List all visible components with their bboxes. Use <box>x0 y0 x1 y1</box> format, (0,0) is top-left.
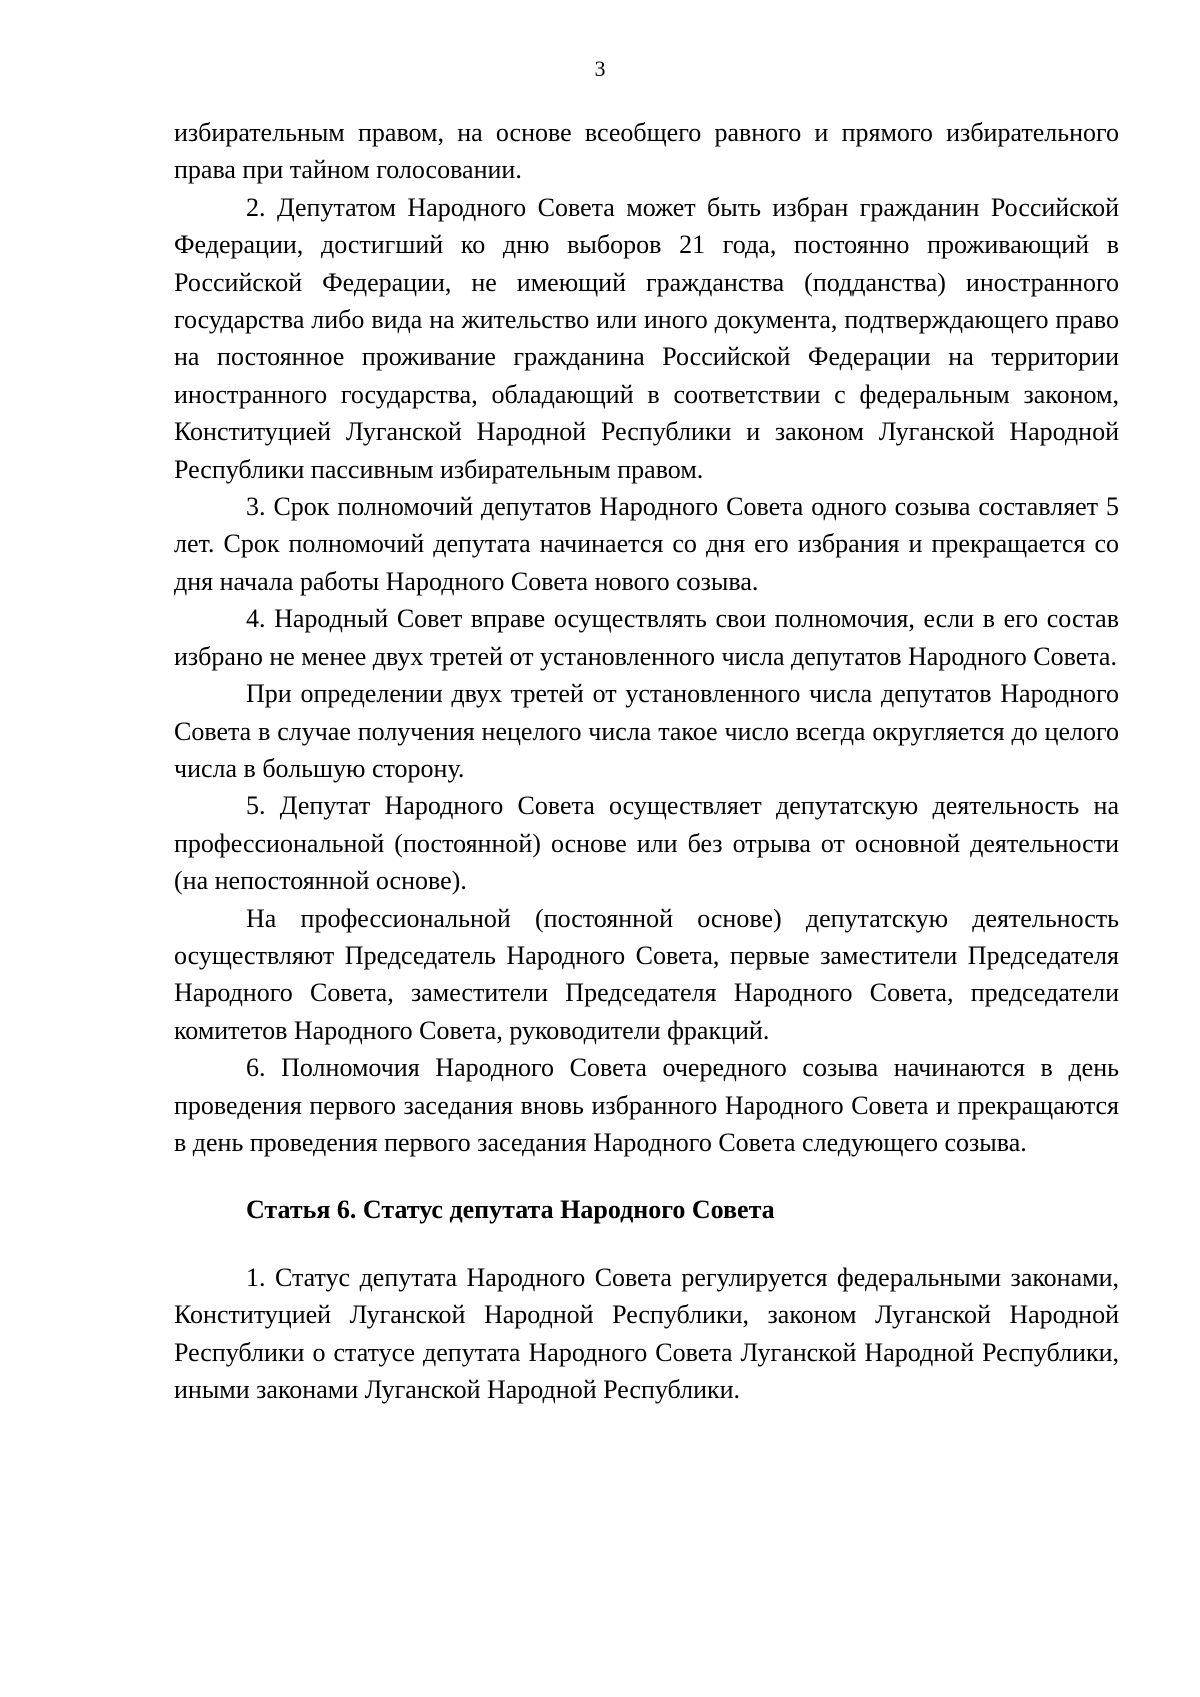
paragraph-item-3: 3. Срок полномочий депутатов Народного Совета одного созыва составляет 5 лет. Срок полномочий депутата начинается со дня его избрания и прекращается со дня начала работы Народного Совета нового созыва. <box>174 492 1119 596</box>
paragraph-item-5-professional: На профессиональной (постоянной основе) депутатскую деятельность осуществляют Председатель Народного Совета, первые заместители Председателя Народного Совета, заместители Председателя Народного Совета, председатели комитетов Народного Совета, руководители фракций. <box>174 903 1119 1045</box>
paragraph-continuation: избирательным правом, на основе всеобщего равного и прямого избирательного права при тайном голосовании. <box>174 118 1119 185</box>
paragraph-item-6: 6. Полномочия Народного Совета очередного созыва начинаются в день проведения первого заседания вновь избранного Народного Совета и прекращаются в день проведения первого заседания Народного Совета следующего созыва. <box>174 1053 1119 1157</box>
document-body <box>174 114 1119 1408</box>
paragraph-item-2: 2. Депутатом Народного Совета может быть избран гражданин Российской Федерации, достигший ко дню выборов 21 года, постоянно проживающий в Российской Федерации, не имеющий гражданства (подданства) иностранного государства либо вида на жительство или иного документа, подтверждающего право на постоянное проживание гражданина Российской Федерации на территории иностранного государства, обладающий в соответствии с федеральным законом, Конституцией Луганской Народной Республики и законом Луганской Народной Республики пассивным избирательным правом. <box>174 192 1119 484</box>
paragraph-article-6-item-1: 1. Статус депутата Народного Совета регулируется федеральными законами, Конституцией Луганской Народной Республики, законом Луганской Народной Республики о статусе депутата Народного Совета Луганской Народной Республики, иными законами Луганской Народной Республики. <box>174 1262 1119 1404</box>
paragraph-item-5: 5. Депутат Народного Совета осуществляет депутатскую деятельность на профессиональной (постоянной) основе или без отрыва от основной деятельности (на непостоянной основе). <box>174 791 1119 896</box>
page-number: 3 <box>594 56 606 81</box>
paragraph-item-4-rounding: При определении двух третей от установленного числа депутатов Народного Совета в случае получения нецелого числа такое число всегда округляется до целого числа в большую сторону. <box>174 679 1119 783</box>
paragraph-item-4: 4. Народный Совет вправе осуществлять свои полномочия, если в его состав избрано не менее двух третей от установленного числа депутатов Народного Совета. <box>174 604 1119 671</box>
article-heading: Статья 6. Статус депутата Народного Совета <box>246 1195 775 1225</box>
